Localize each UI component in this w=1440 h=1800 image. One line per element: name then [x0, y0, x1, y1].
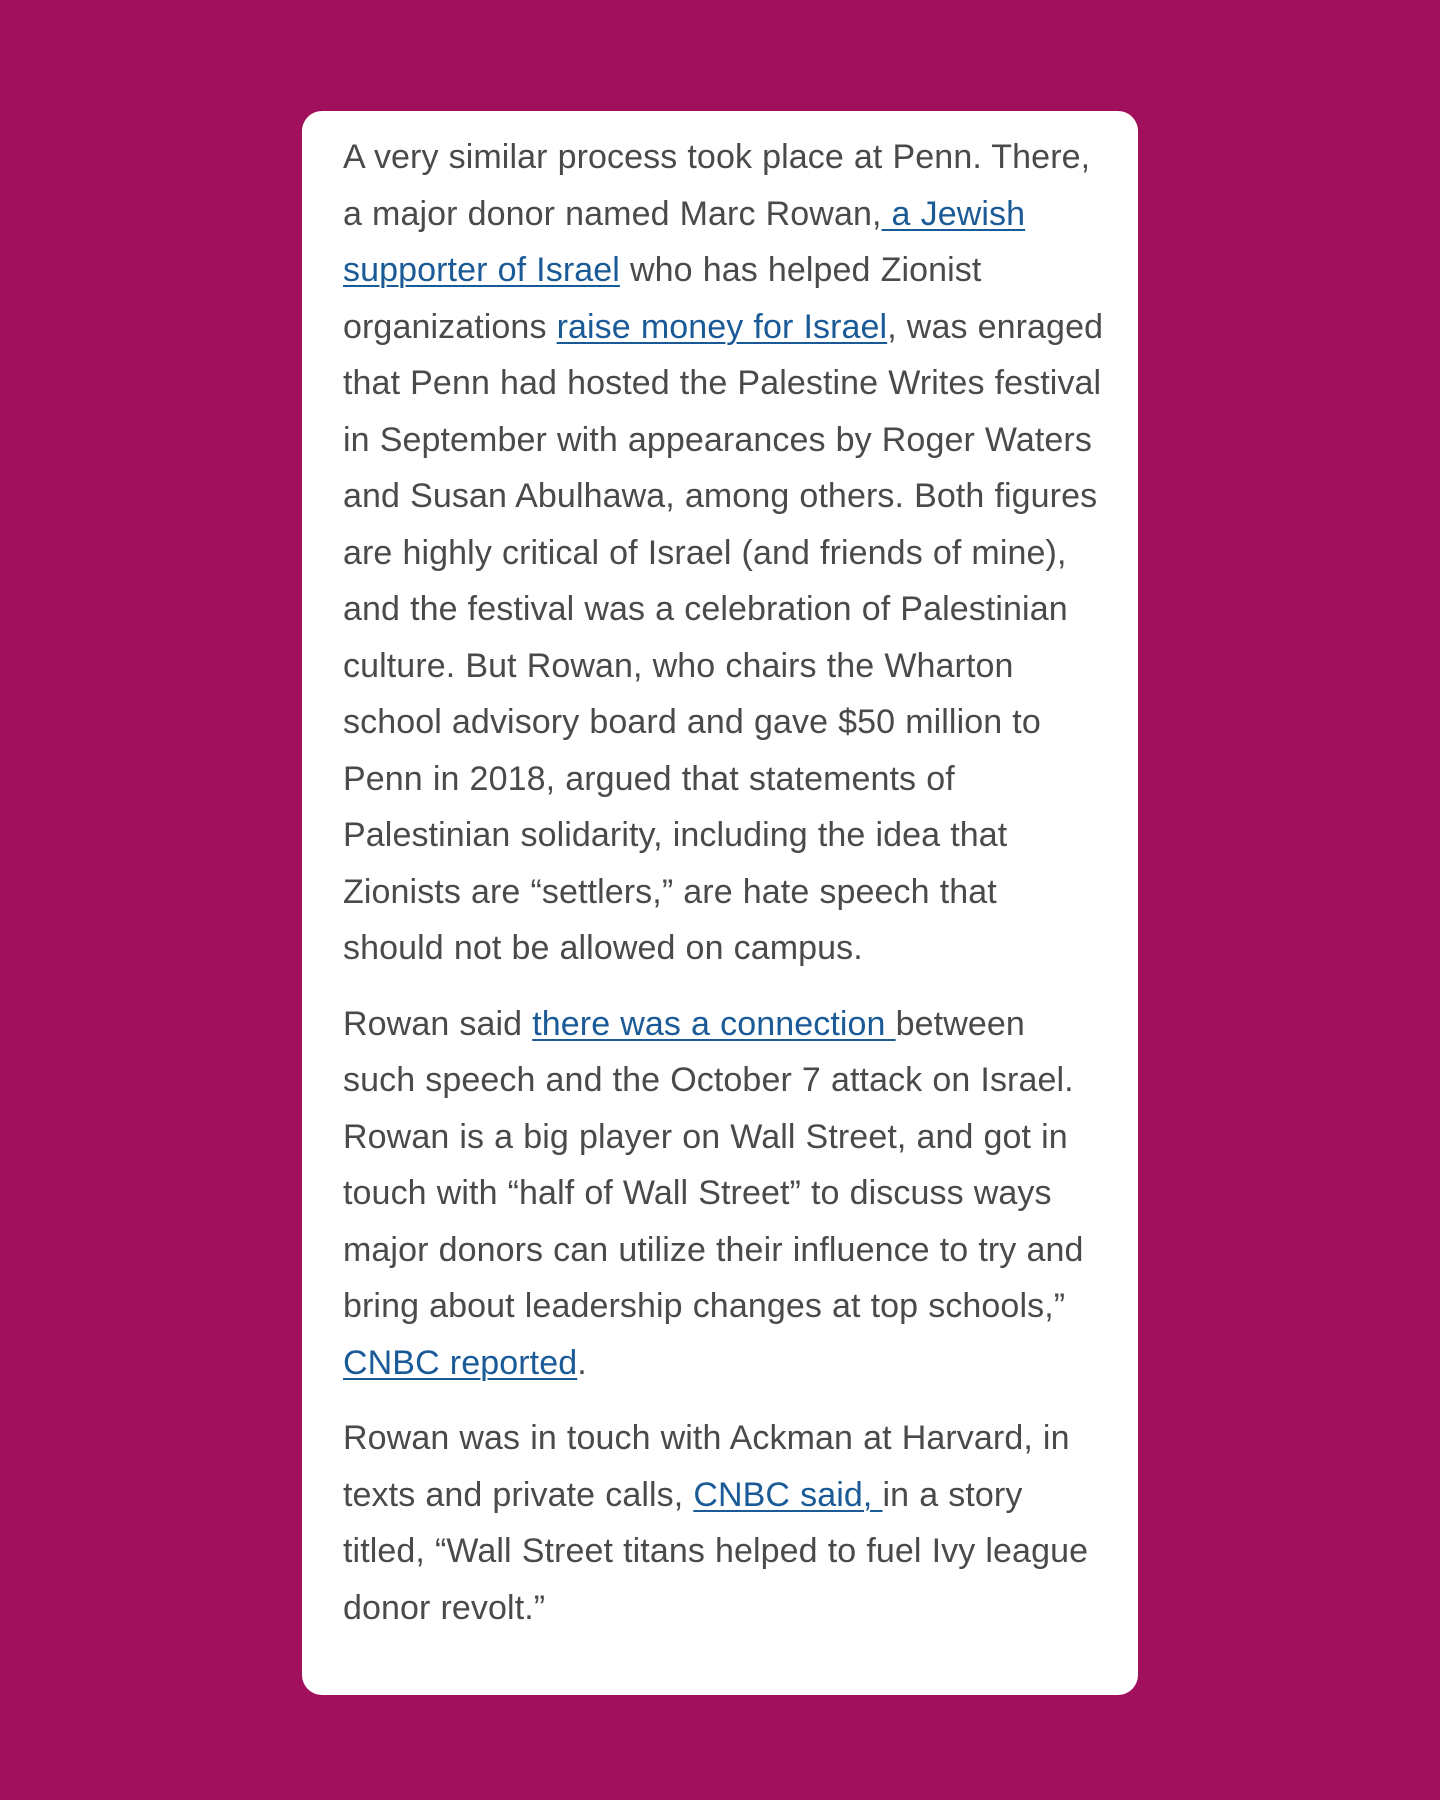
article-paragraph-2	[343, 996, 1104, 1392]
paragraph-text: .	[577, 1343, 587, 1382]
link-cnbc-reported[interactable]: CNBC reported	[343, 1343, 578, 1382]
paragraph-text: A very similar process took place at Penn. There, a major donor named Marc Rowan,	[343, 138, 1091, 233]
paragraph-text: in a story titled, “Wall Street titans helped to fuel Ivy league donor revolt.”	[343, 1475, 1089, 1627]
paragraph-text: Rowan was in touch with Ackman at Harvard, in texts and private calls,	[343, 1419, 1070, 1514]
paragraph-text: , was enraged that Penn had hosted the Palestine Writes festival in September with appearances by Roger Waters and Susan Abulhawa, among others. Both figures are highly critical of Israel (and friends of mine), and the festival was a celebration of Palestinian culture. But Rowan, who chairs the Wharton school advisory board and gave $50 million to Penn in 2018, argued that statements of Palestinian solidarity, including the idea that Zionists are “settlers,” are hate speech that should not be allowed on campus.	[343, 307, 1104, 967]
paragraph-text: who has helped Zionist organizations	[343, 251, 982, 346]
article-card	[302, 111, 1138, 1695]
paragraph-text: between such speech and the October 7 attack on Israel. Rowan is a big player on Wall Street, and got in touch with “half of Wall Street” to discuss ways major donors can utilize their influence to try and bring about leadership changes at top schools,”	[343, 1004, 1084, 1325]
article-paragraph-1	[343, 129, 1104, 977]
link-jewish-supporter-of-israel[interactable]: a Jewish supporter of Israel	[343, 194, 1026, 289]
paragraph-text: Rowan said	[343, 1004, 533, 1043]
link-there-was-a-connection[interactable]: there was a connection	[532, 1004, 896, 1043]
link-raise-money-for-israel[interactable]: raise money for Israel	[556, 307, 888, 346]
link-cnbc-said[interactable]: CNBC said,	[693, 1475, 883, 1514]
article-paragraph-3	[343, 1410, 1104, 1636]
